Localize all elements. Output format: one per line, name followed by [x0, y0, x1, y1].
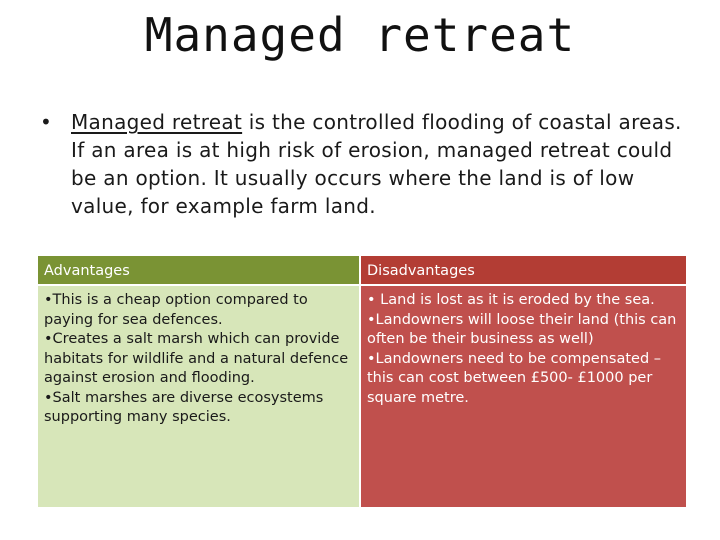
advantage-item: •Creates a salt marsh which can provide habitats for wildlife and a natural defence against erosion and flooding. — [44, 331, 349, 386]
intro-text — [71, 108, 690, 220]
disadvantages-header: Disadvantages — [360, 255, 687, 285]
disadvantage-item: •Landowners need to be compensated – this can cost between £500- £1000 per square metre. — [367, 350, 662, 406]
table-header-row — [37, 255, 687, 285]
advantages-cell — [37, 285, 360, 508]
disadvantage-item: •Landowners will loose their land (this can often be their business as well) — [367, 311, 677, 347]
table-body-row — [37, 285, 687, 508]
advantage-item: •Salt marshes are diverse ecosystems supporting many species. — [44, 389, 324, 425]
advantages-header: Advantages — [37, 255, 360, 285]
key-term: Managed retreat — [71, 110, 243, 134]
slide-title: Managed retreat — [144, 8, 576, 62]
disadvantage-item: • Land is lost as it is eroded by the sea. — [367, 292, 655, 308]
bullet-marker: • — [40, 110, 53, 134]
intro-paragraph — [40, 108, 690, 220]
intro-definition: is the controlled flooding of coastal areas. If an area is at high risk of erosion, managed retreat could be an option. It usually occurs where the land is of low value, for example farm land. — [71, 110, 682, 218]
comparison-table — [36, 254, 688, 509]
advantage-item: •This is a cheap option compared to paying for sea defences. — [44, 292, 308, 328]
disadvantages-cell — [360, 285, 687, 508]
